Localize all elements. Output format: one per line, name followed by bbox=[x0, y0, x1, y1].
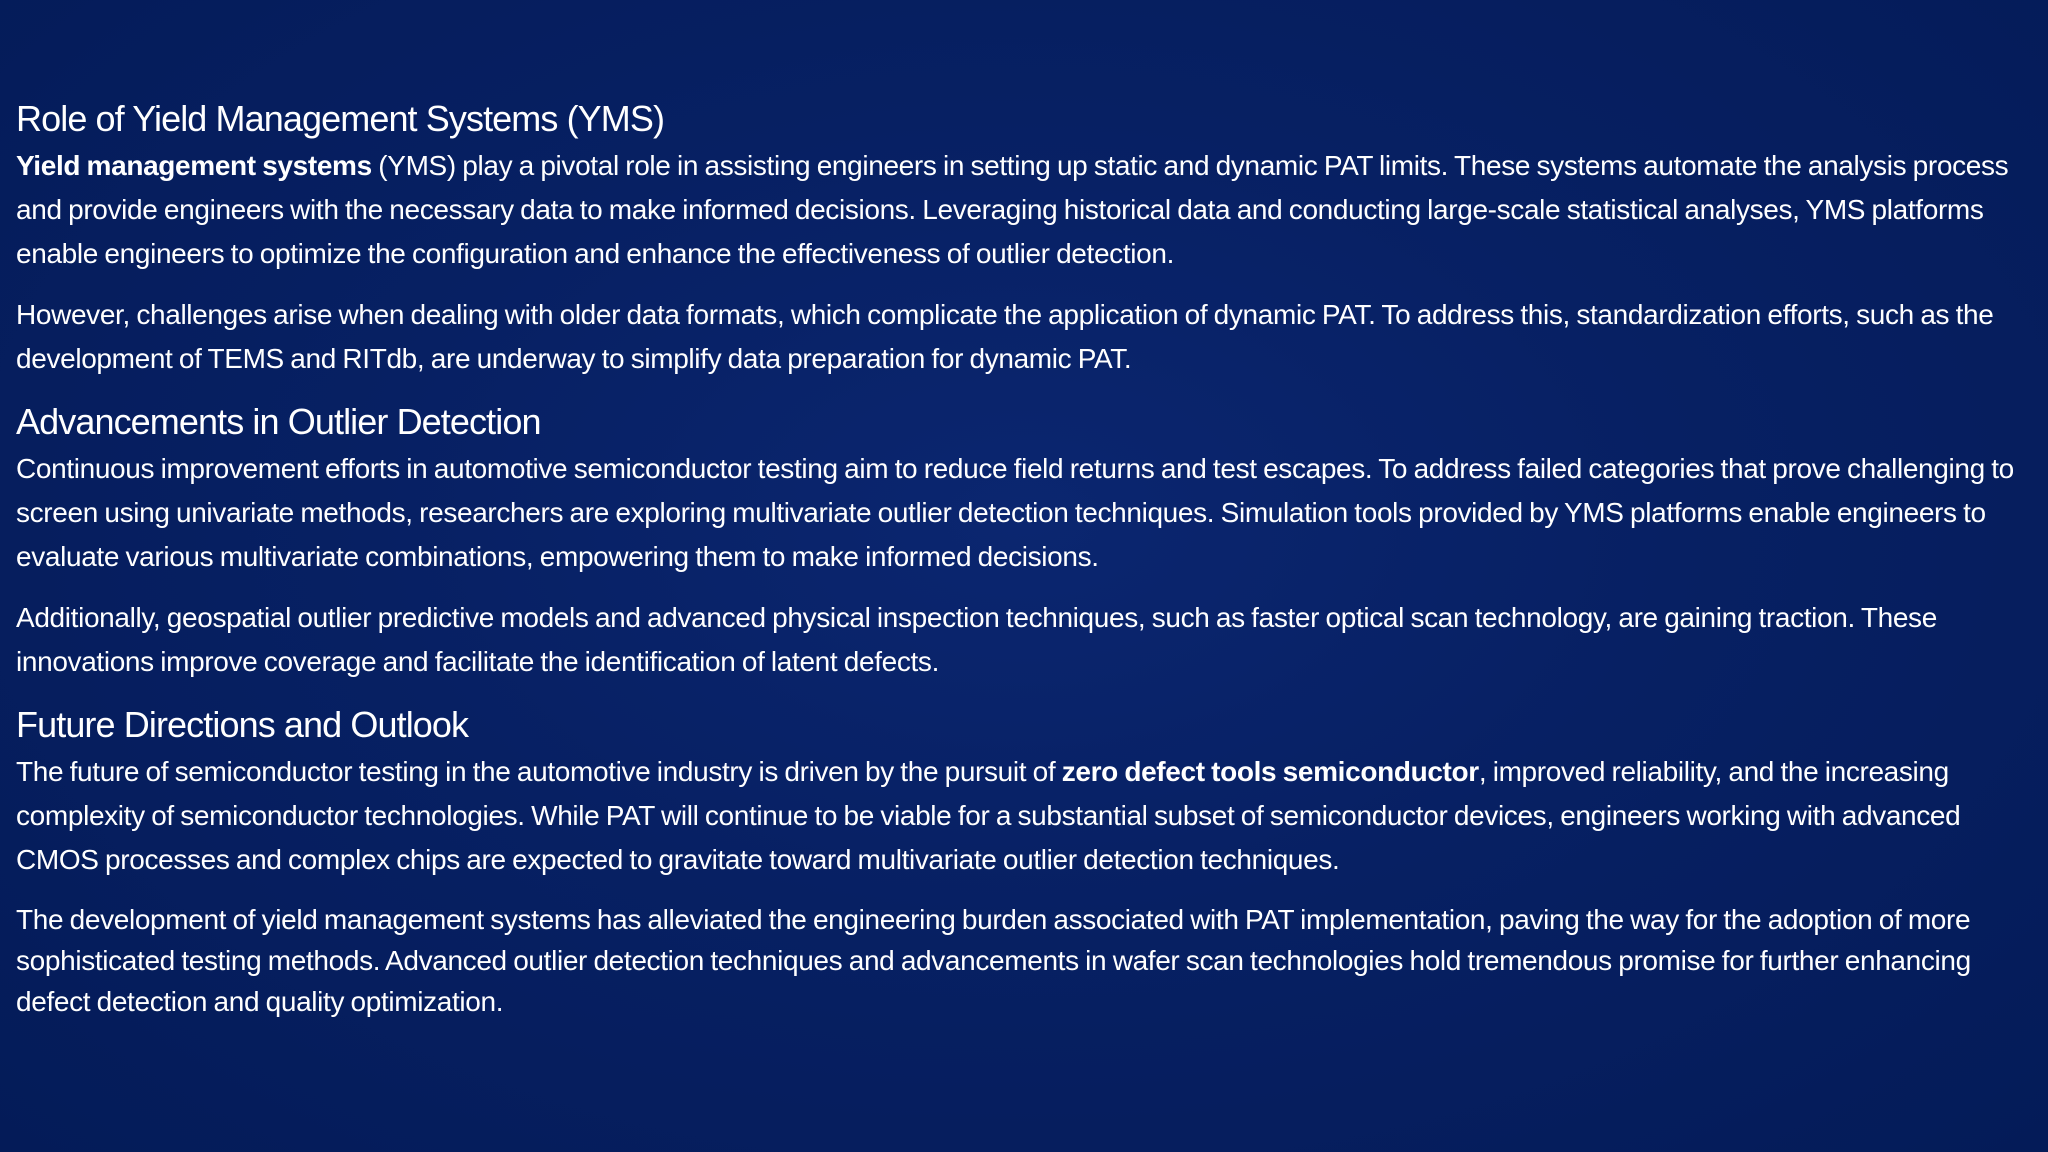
paragraph-text: The future of semiconductor testing in the automotive industry is driven by the pursuit of bbox=[16, 756, 1062, 787]
bold-phrase-zero-defect: zero defect tools semiconductor bbox=[1061, 756, 1479, 787]
section-yms-role bbox=[16, 96, 2032, 381]
section-heading-outlier-detection: Advancements in Outlier Detection bbox=[16, 401, 541, 442]
section-outlier-detection bbox=[16, 399, 2032, 684]
paragraph-yms-development: The development of yield management systems has alleviated the engineering burden associated with PAT implementation, paving the way for the adoption of more sophisticated testing methods. Advanced outlier detection techniques and advancements in wafer scan technologies hold tremendous promise for further enhancing defect detection and quality optimization. bbox=[16, 904, 1971, 1017]
paragraph-yms-intro bbox=[16, 144, 2032, 276]
paragraph-geospatial-models: Additionally, geospatial outlier predictive models and advanced physical inspection techniques, such as faster optical scan technology, are gaining traction. These innovations improve coverage and facilitate the identification of latent defects. bbox=[16, 602, 1937, 677]
paragraph-text: (YMS) play a pivotal role in assisting engineers in setting up static and dynamic PAT limits. These systems automate the analysis process and provide engineers with the necessary data to make informed decisions. Leveraging historical data and conducting large-scale statistical analyses, YMS platforms enable engineers to optimize the configuration and enhance the effectiveness of outlier detection. bbox=[16, 150, 2009, 269]
paragraph-future-testing bbox=[16, 750, 2032, 882]
paragraph-text: , improved reliability, and the increasing complexity of semiconductor technologies. While PAT will continue to be viable for a substantial subset of semiconductor devices, engineers working with advanced CMOS processes and complex chips are expected to gravitate toward multivariate outlier detection techniques. bbox=[16, 756, 1961, 875]
paragraph-continuous-improvement: Continuous improvement efforts in automotive semiconductor testing aim to reduce field returns and test escapes. To address failed categories that prove challenging to screen using univariate methods, researchers are exploring multivariate outlier detection techniques. Simulation tools provided by YMS platforms enable engineers to evaluate various multivariate combinations, empowering them to make informed decisions. bbox=[16, 453, 2014, 572]
section-heading-yms-role: Role of Yield Management Systems (YMS) bbox=[16, 98, 665, 139]
bold-phrase-yield-management-systems: Yield management systems bbox=[16, 150, 372, 181]
section-heading-future-directions: Future Directions and Outlook bbox=[16, 704, 469, 745]
section-future-directions bbox=[16, 702, 2032, 1022]
paragraph-yms-challenges: However, challenges arise when dealing with older data formats, which complicate the application of dynamic PAT. To address this, standardization efforts, such as the development of TEMS and RITdb, are underway to simplify data preparation for dynamic PAT. bbox=[16, 299, 1994, 374]
